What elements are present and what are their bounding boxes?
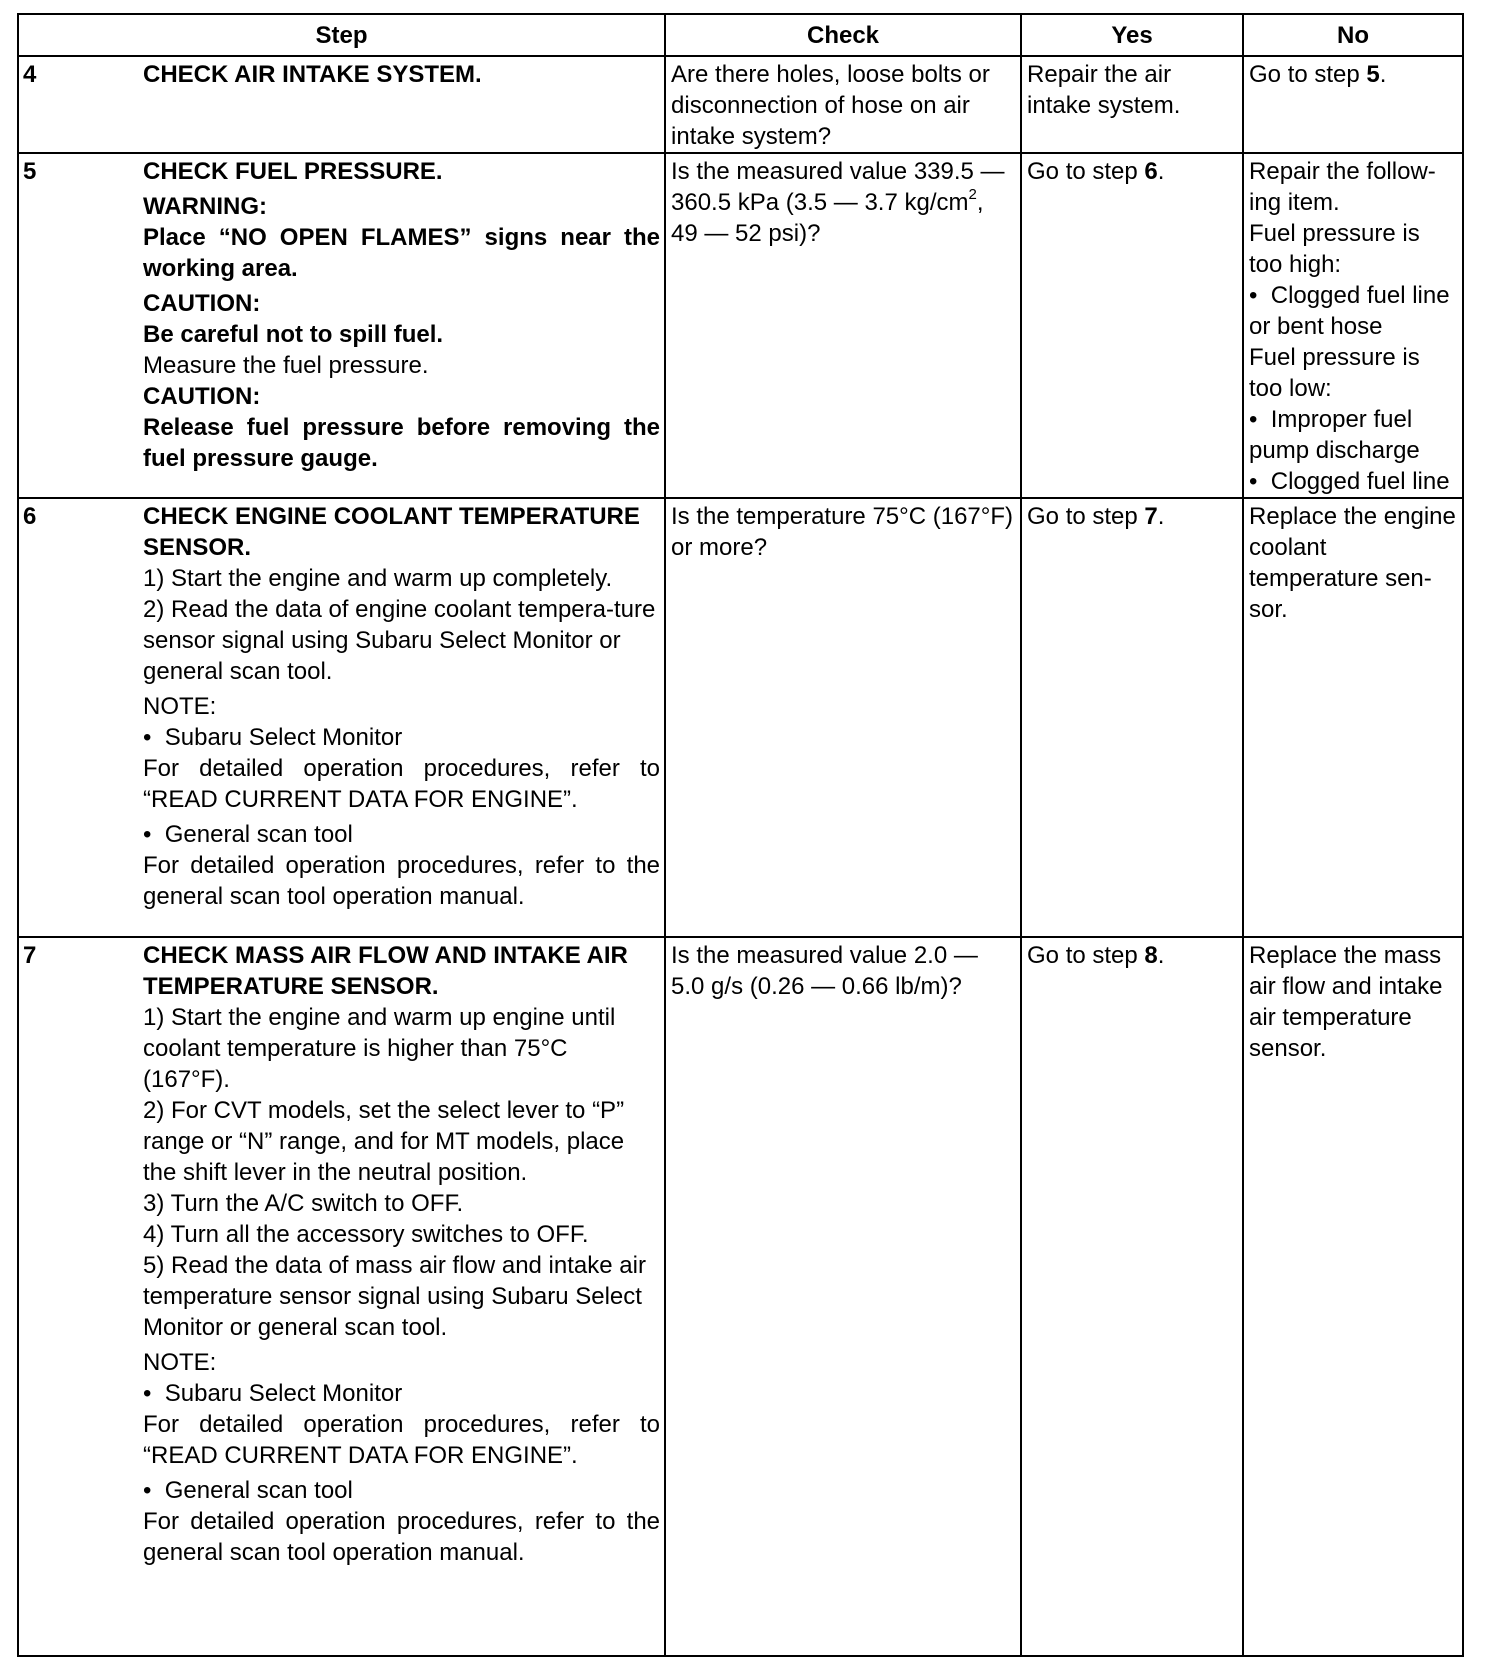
no-line: Fuel pressure is (1249, 220, 1420, 247)
procedure-step: 1) Start the engine and warm up engine until coolant temperature is higher than 75°C (167°F). (143, 1004, 616, 1093)
yes-text-suffix: . (1157, 158, 1165, 185)
step-description (138, 153, 665, 498)
note-label: NOTE: (143, 1349, 217, 1376)
header-row (18, 14, 1463, 56)
no-line: too high: (1249, 251, 1342, 278)
note-text-end: “READ CURRENT DATA FOR ENGINE”. (143, 1442, 578, 1469)
note-bullet: • General scan tool (143, 1475, 660, 1506)
step-title: CHECK FUEL PRESSURE. (143, 158, 443, 185)
note-text: For detailed operation procedures, refer to (143, 755, 661, 782)
check-cell: Is the measured value 2.0 — 5.0 g/s (0.26 — 0.66 lb/m)? (665, 937, 1021, 1656)
yes-step-ref: 7 (1144, 503, 1158, 530)
warning-label: WARNING: (143, 193, 267, 220)
caution-text: Be careful not to spill fuel. (143, 321, 444, 348)
yes-text: Go to step (1027, 158, 1145, 185)
yes-cell (1021, 153, 1243, 498)
no-bullet: • Clogged fuel line (1249, 466, 1457, 497)
note-bullet: • Subaru Select Monitor (143, 722, 660, 753)
instruction-text: Measure the fuel pressure. (143, 352, 429, 379)
note-text-end: general scan tool operation manual. (143, 883, 525, 910)
no-cell: Replace the engine coolant temperature sen-sor. (1243, 498, 1463, 937)
step-title: CHECK AIR INTAKE SYSTEM. (143, 61, 482, 88)
note-text: For detailed operation procedures, refer to the (143, 1508, 661, 1535)
no-line: too low: (1249, 375, 1332, 402)
header-no: No (1243, 14, 1463, 56)
caution-label: CAUTION: (143, 383, 261, 410)
check-cell (665, 153, 1021, 498)
yes-text-suffix: . (1157, 942, 1165, 969)
table-row (18, 153, 1463, 498)
step-number: 7 (18, 937, 138, 1656)
no-text-suffix: . (1379, 61, 1387, 88)
step-description (138, 937, 665, 1656)
procedure-step: 5) Read the data of mass air flow and intake air temperature sensor signal using Subaru Select Monitor or general scan tool. (143, 1252, 646, 1341)
step-number: 6 (18, 498, 138, 937)
procedure-step: 3) Turn the A/C switch to OFF. (143, 1190, 464, 1217)
step-number: 4 (18, 56, 138, 153)
warning-text-end: working area. (143, 255, 298, 282)
note-bullet: • General scan tool (143, 819, 660, 850)
check-cell: Are there holes, loose bolts or disconnection of hose on air intake system? (665, 56, 1021, 153)
check-text: Is the measured value 339.5 — 360.5 kPa (3.5 — 3.7 kg/cm (671, 158, 1005, 216)
no-bullet: • Clogged fuel line or bent hose (1249, 280, 1457, 342)
yes-step-ref: 6 (1144, 158, 1158, 185)
caution-text: Release fuel pressure before removing the (143, 414, 661, 441)
yes-text-suffix: . (1157, 503, 1165, 530)
no-line: Repair the follow- (1249, 158, 1436, 185)
yes-text: Go to step (1027, 503, 1145, 530)
no-text: Go to step (1249, 61, 1367, 88)
step-description (138, 498, 665, 937)
yes-text: Go to step (1027, 942, 1145, 969)
note-bullet: • Subaru Select Monitor (143, 1378, 660, 1409)
step-title: CHECK ENGINE COOLANT TEMPERATURE SENSOR. (143, 503, 640, 561)
note-text-end: “READ CURRENT DATA FOR ENGINE”. (143, 786, 578, 813)
no-line: ing item. (1249, 189, 1340, 216)
no-line: Fuel pressure is (1249, 344, 1420, 371)
header-step: Step (18, 14, 665, 56)
note-text: For detailed operation procedures, refer to (143, 1411, 661, 1438)
yes-cell: Repair the air intake system. (1021, 56, 1243, 153)
no-cell (1243, 153, 1463, 498)
procedure-step: 1) Start the engine and warm up completely. (143, 565, 613, 592)
caution-text-end: fuel pressure gauge. (143, 445, 378, 472)
procedure-step: 2) For CVT models, set the select lever to “P” range or “N” range, and for MT models, place the shift lever in the neutral position. (143, 1097, 625, 1186)
table-row (18, 498, 1463, 937)
check-cell: Is the temperature 75°C (167°F) or more? (665, 498, 1021, 937)
table-row (18, 56, 1463, 153)
note-label: NOTE: (143, 693, 217, 720)
no-cell (1243, 56, 1463, 153)
yes-cell (1021, 937, 1243, 1656)
header-yes: Yes (1021, 14, 1243, 56)
header-check: Check (665, 14, 1021, 56)
warning-text: Place “NO OPEN FLAMES” signs near the (143, 224, 661, 251)
check-superscript: 2 (968, 186, 977, 203)
procedure-step: 4) Turn all the accessory switches to OFF. (143, 1221, 589, 1248)
diagnostic-table (17, 13, 1464, 1657)
yes-cell (1021, 498, 1243, 937)
yes-step-ref: 8 (1144, 942, 1158, 969)
caution-label: CAUTION: (143, 290, 261, 317)
no-bullet: • Improper fuel pump discharge (1249, 404, 1457, 466)
step-title: CHECK MASS AIR FLOW AND INTAKE AIR TEMPERATURE SENSOR. (143, 942, 628, 1000)
table-row (18, 937, 1463, 1656)
note-text-end: general scan tool operation manual. (143, 1539, 525, 1566)
procedure-step: 2) Read the data of engine coolant tempera-ture sensor signal using Subaru Select Monitor or general scan tool. (143, 596, 656, 685)
check-text-end: , 49 — 52 psi)? (671, 189, 984, 247)
no-cell: Replace the mass air flow and intake air temperature sensor. (1243, 937, 1463, 1656)
no-step-ref: 5 (1366, 61, 1380, 88)
note-text: For detailed operation procedures, refer to the (143, 852, 661, 879)
step-number: 5 (18, 153, 138, 498)
step-description (138, 56, 665, 153)
